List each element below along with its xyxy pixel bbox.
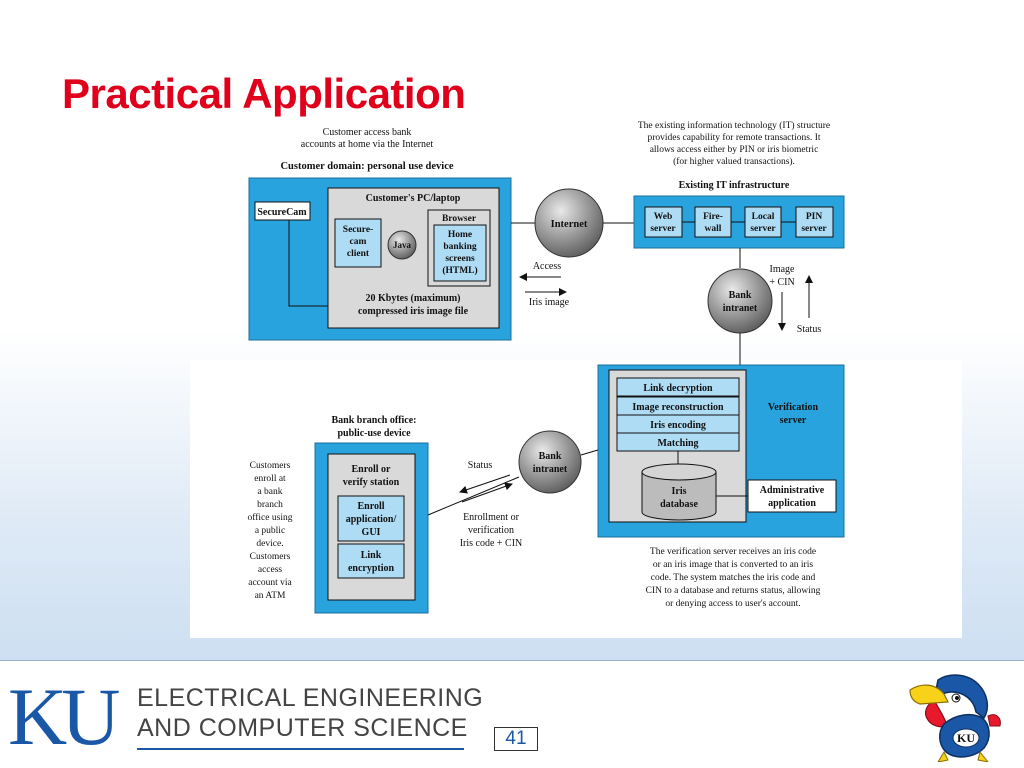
bank-intranet-bottom-line1: Bank — [538, 451, 562, 462]
bank-intranet-top-line2: intranet — [722, 303, 758, 314]
iris-database-line2: database — [660, 499, 698, 510]
web-server-line1: Web — [653, 212, 673, 222]
ku-logo: KU — [8, 671, 115, 762]
image-cin-line1: Image — [769, 264, 795, 275]
link-intranet-verification-bottom — [581, 450, 598, 455]
web-server-line2: server — [650, 224, 676, 234]
customers-note-line11: an ATM — [254, 591, 286, 601]
securecam-client-line2: cam — [349, 237, 367, 247]
it-note-line1: The existing information technology (IT) structure — [637, 121, 831, 131]
bank-intranet-top-sphere — [708, 269, 772, 333]
verification-note-line4: CIN to a database and returns status, allowing — [645, 586, 821, 596]
it-note-line2: provides capability for remote transactions. It — [647, 133, 821, 143]
browser-title: Browser — [441, 214, 477, 224]
local-server-line1: Local — [751, 212, 775, 222]
verification-note-line2: or an iris image that is converted to an iris — [652, 560, 814, 570]
iris-database-line1: Iris — [671, 486, 687, 497]
enroll-application-line2: application/ — [345, 514, 397, 525]
slide-title: Practical Application — [62, 70, 466, 117]
internet-label: Internet — [550, 219, 588, 230]
verification-note-line3: code. The system matches the iris code and — [650, 573, 816, 583]
pin-server-line1: PIN — [805, 212, 823, 222]
securecam-client-line1: Secure- — [342, 225, 374, 235]
admin-application-line1: Administrative — [759, 485, 825, 496]
pc-title: Customer's PC/laptop — [365, 193, 461, 204]
customers-note-line2: enroll at — [254, 474, 286, 484]
enroll-application-line1: Enroll — [357, 501, 385, 512]
customers-note-line7: device. — [256, 539, 284, 549]
compressed-line1: 20 Kbytes (maximum) — [365, 293, 461, 304]
java-label: Java — [393, 240, 411, 250]
branch-status-label: Status — [467, 460, 493, 471]
footer-rule — [0, 660, 1024, 661]
branch-title-line2: public-use device — [337, 428, 411, 439]
bank-intranet-top-line1: Bank — [728, 290, 752, 301]
iris-database-top — [642, 464, 716, 480]
browser-line2: banking — [443, 242, 477, 252]
iris-image-label: Iris image — [528, 297, 570, 308]
department-line2: AND COMPUTER SCIENCE — [137, 714, 468, 742]
jayhawk-mascot-icon — [904, 668, 1004, 762]
browser-line3: screens — [445, 254, 475, 264]
customer-domain-title: Customer domain: personal use device — [280, 161, 454, 172]
browser-line1: Home — [447, 230, 473, 240]
enrollment-note-line3: Iris code + CIN — [459, 538, 523, 549]
it-title: Existing IT infrastructure — [678, 180, 790, 191]
image-reconstruction-label: Image reconstruction — [632, 402, 724, 413]
enrollment-arrow — [462, 484, 512, 502]
link-branch-intranet — [428, 477, 519, 515]
image-cin-line2: + CIN — [769, 277, 795, 288]
verification-note-line5: or denying access to user's account. — [665, 599, 801, 609]
customers-note-line6: a public — [254, 526, 286, 536]
customer-note-line1: Customer access bank — [322, 127, 412, 138]
bank-intranet-bottom-line2: intranet — [532, 464, 568, 475]
enrollment-note-line2: verification — [467, 525, 515, 536]
iris-encoding-label: Iris encoding — [650, 420, 706, 431]
department-name — [137, 683, 483, 743]
customers-note-line5: office using — [247, 513, 293, 523]
enroll-station-line1: Enroll or — [351, 464, 391, 475]
svg-text:KU: KU — [957, 731, 975, 745]
department-line1: ELECTRICAL ENGINEERING — [137, 684, 484, 712]
customers-note-line9: access — [257, 565, 283, 575]
access-label: Access — [532, 261, 562, 272]
securecam-label: SecureCam — [257, 207, 307, 218]
matching-label: Matching — [657, 438, 699, 449]
customers-note-line4: branch — [257, 500, 283, 510]
enrollment-note-line1: Enrollment or — [463, 512, 519, 523]
compressed-line2: compressed iris image file — [357, 306, 469, 317]
it-note-line4: (for higher valued transactions). — [673, 157, 795, 167]
it-note-line3: allows access either by PIN or iris biometric — [649, 145, 819, 155]
department-underline — [137, 748, 464, 750]
customer-note-line2: accounts at home via the Internet — [300, 139, 434, 150]
link-encryption-line2: encryption — [347, 563, 395, 574]
customers-note-line1: Customers — [249, 461, 291, 471]
verification-note-line1: The verification server receives an iris code — [649, 547, 817, 557]
firewall-line2: wall — [704, 224, 722, 234]
customers-note-line3: a bank — [257, 487, 283, 497]
admin-application-line2: application — [768, 498, 816, 509]
bank-intranet-bottom-sphere — [519, 431, 581, 493]
customers-note-line8: Customers — [249, 552, 291, 562]
page-number: 41 — [494, 727, 538, 751]
link-decryption-label: Link decryption — [643, 383, 713, 394]
verification-server-line2: server — [779, 415, 807, 426]
enroll-application-line3: GUI — [361, 527, 381, 538]
branch-title-line1: Bank branch office: — [331, 415, 417, 426]
pin-server-line2: server — [801, 224, 827, 234]
customers-note-line10: account via — [248, 578, 292, 588]
browser-line4: (HTML) — [442, 266, 478, 276]
firewall-line1: Fire- — [703, 212, 723, 222]
local-server-line2: server — [750, 224, 776, 234]
status-top-label: Status — [796, 324, 822, 335]
verification-server-line1: Verification — [767, 402, 819, 413]
enroll-station-line2: verify station — [342, 477, 400, 488]
link-encryption-line1: Link — [360, 550, 382, 561]
securecam-client-line3: client — [346, 249, 370, 259]
